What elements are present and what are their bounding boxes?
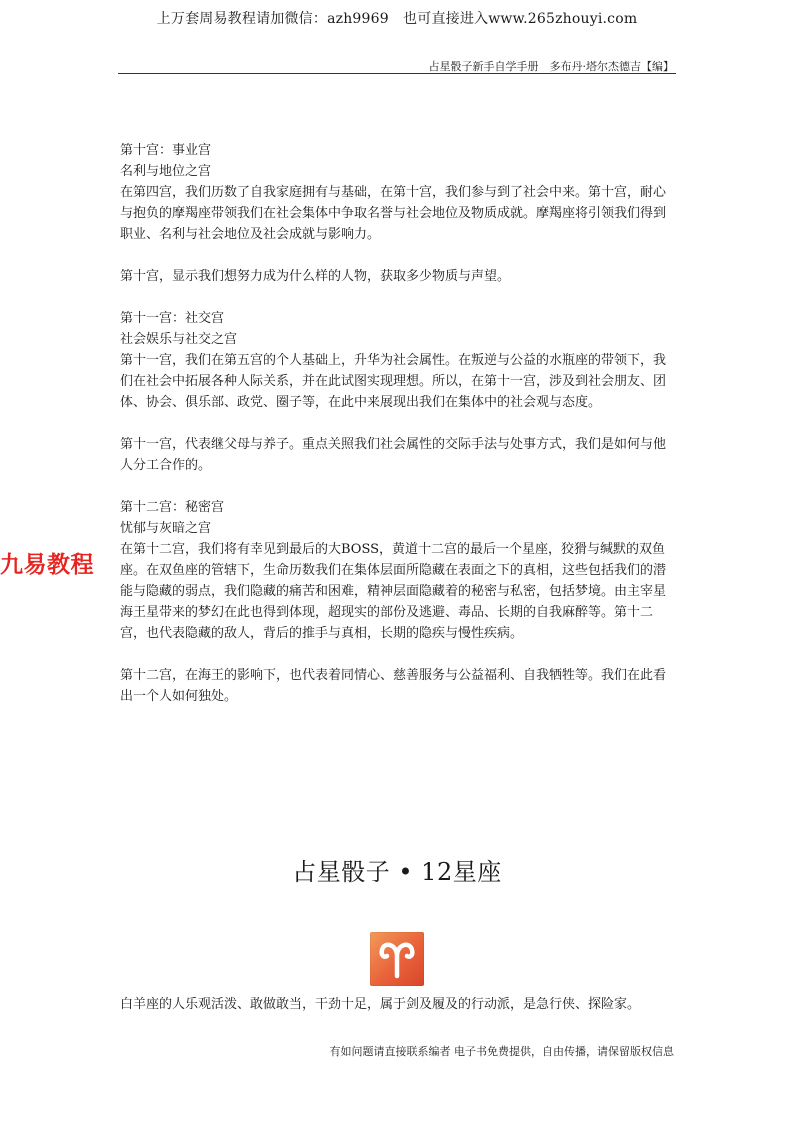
header-divider [118,73,676,74]
section-heading: 第十宫：事业宫 [120,143,212,158]
section-subheading: 社会娱乐与社交之宫 [120,332,238,347]
chapter-subtitle: 占星骰子 • 12星座 [292,858,502,886]
section-paragraph: 在第四宫，我们历数了自我家庭拥有与基础，在第十宫，我们参与到了社会中来。第十宫，耐心与抱负的摩羯座带领我们在社会集体中争取名誉与社会地位及物质成就。摩羯座将引领我们得到职业、名利与社会地位及社会成就与影响力。 [120,185,667,242]
running-header: 占星骰子新手自学手册 多布丹·塔尔杰德吉【编】 [428,60,674,73]
section-subheading: 名利与地位之宫 [120,164,212,179]
section-paragraph: 第十一宫，代表继父母与养子。重点关照我们社会属性的交际手法与处事方式，我们是如何与他人分工合作的。 [120,437,667,473]
aries-description: 白羊座的人乐观活泼、敢做敢当，干劲十足，属于剑及履及的行动派，是急行侠、探险家。 [120,997,641,1012]
footer-note: 有如问题请直接联系编者 电子书免费提供，自由传播，请保留版权信息 [329,1045,674,1058]
section-paragraph: 第十二宫，在海王的影响下，也代表着同情心、慈善服务与公益福利、自我牺牲等。我们在此看出一个人如何独处。 [120,668,667,704]
main-content [120,140,676,728]
section-paragraph: 第十一宫，我们在第五宫的个人基础上，升华为社会属性。在叛逆与公益的水瓶座的带领下，我们在社会中拓展各种人际关系，并在此试图实现理想。所以，在第十一宫，涉及到社会朋友、团体、协会、俱乐部、政党、圈子等，在此中来展现出我们在集体中的社会观与态度。 [120,353,667,410]
promo-banner: 上万套周易教程请加微信：azh9969 也可直接进入www.265zhouyi.com [156,11,638,27]
section-house-12 [120,497,676,707]
section-house-10 [120,140,676,287]
section-paragraph: 第十宫，显示我们想努力成为什么样的人物，获取多少物质与声望。 [120,269,511,284]
section-paragraph: 在第十二宫，我们将有幸见到最后的大BOSS，黄道十二宫的最后一个星座，狡猾与缄默的双鱼座。在双鱼座的管辖下，生命历数我们在集体层面所隐藏在表面之下的真相，这些包括我们的潜能与隐藏的弱点，我们隐藏的痛苦和困难，精神层面隐藏着的秘密与私密，包括梦境。由主宰星海王星带来的梦幻在此也得到体现，超现实的部份及逃避、毒品、长期的自我麻醉等。第十二宫，也代表隐藏的敌人，背后的推手与真相，长期的隐疾与慢性疾病。 [120,542,667,641]
section-subheading: 忧郁与灰暗之宫 [120,521,212,536]
section-heading: 第十二宫：秘密宫 [120,500,225,515]
section-heading: 第十一宫：社交宫 [120,311,225,326]
aries-icon [370,932,424,986]
watermark-logo: 九易教程 [0,552,94,578]
section-house-11 [120,308,676,476]
